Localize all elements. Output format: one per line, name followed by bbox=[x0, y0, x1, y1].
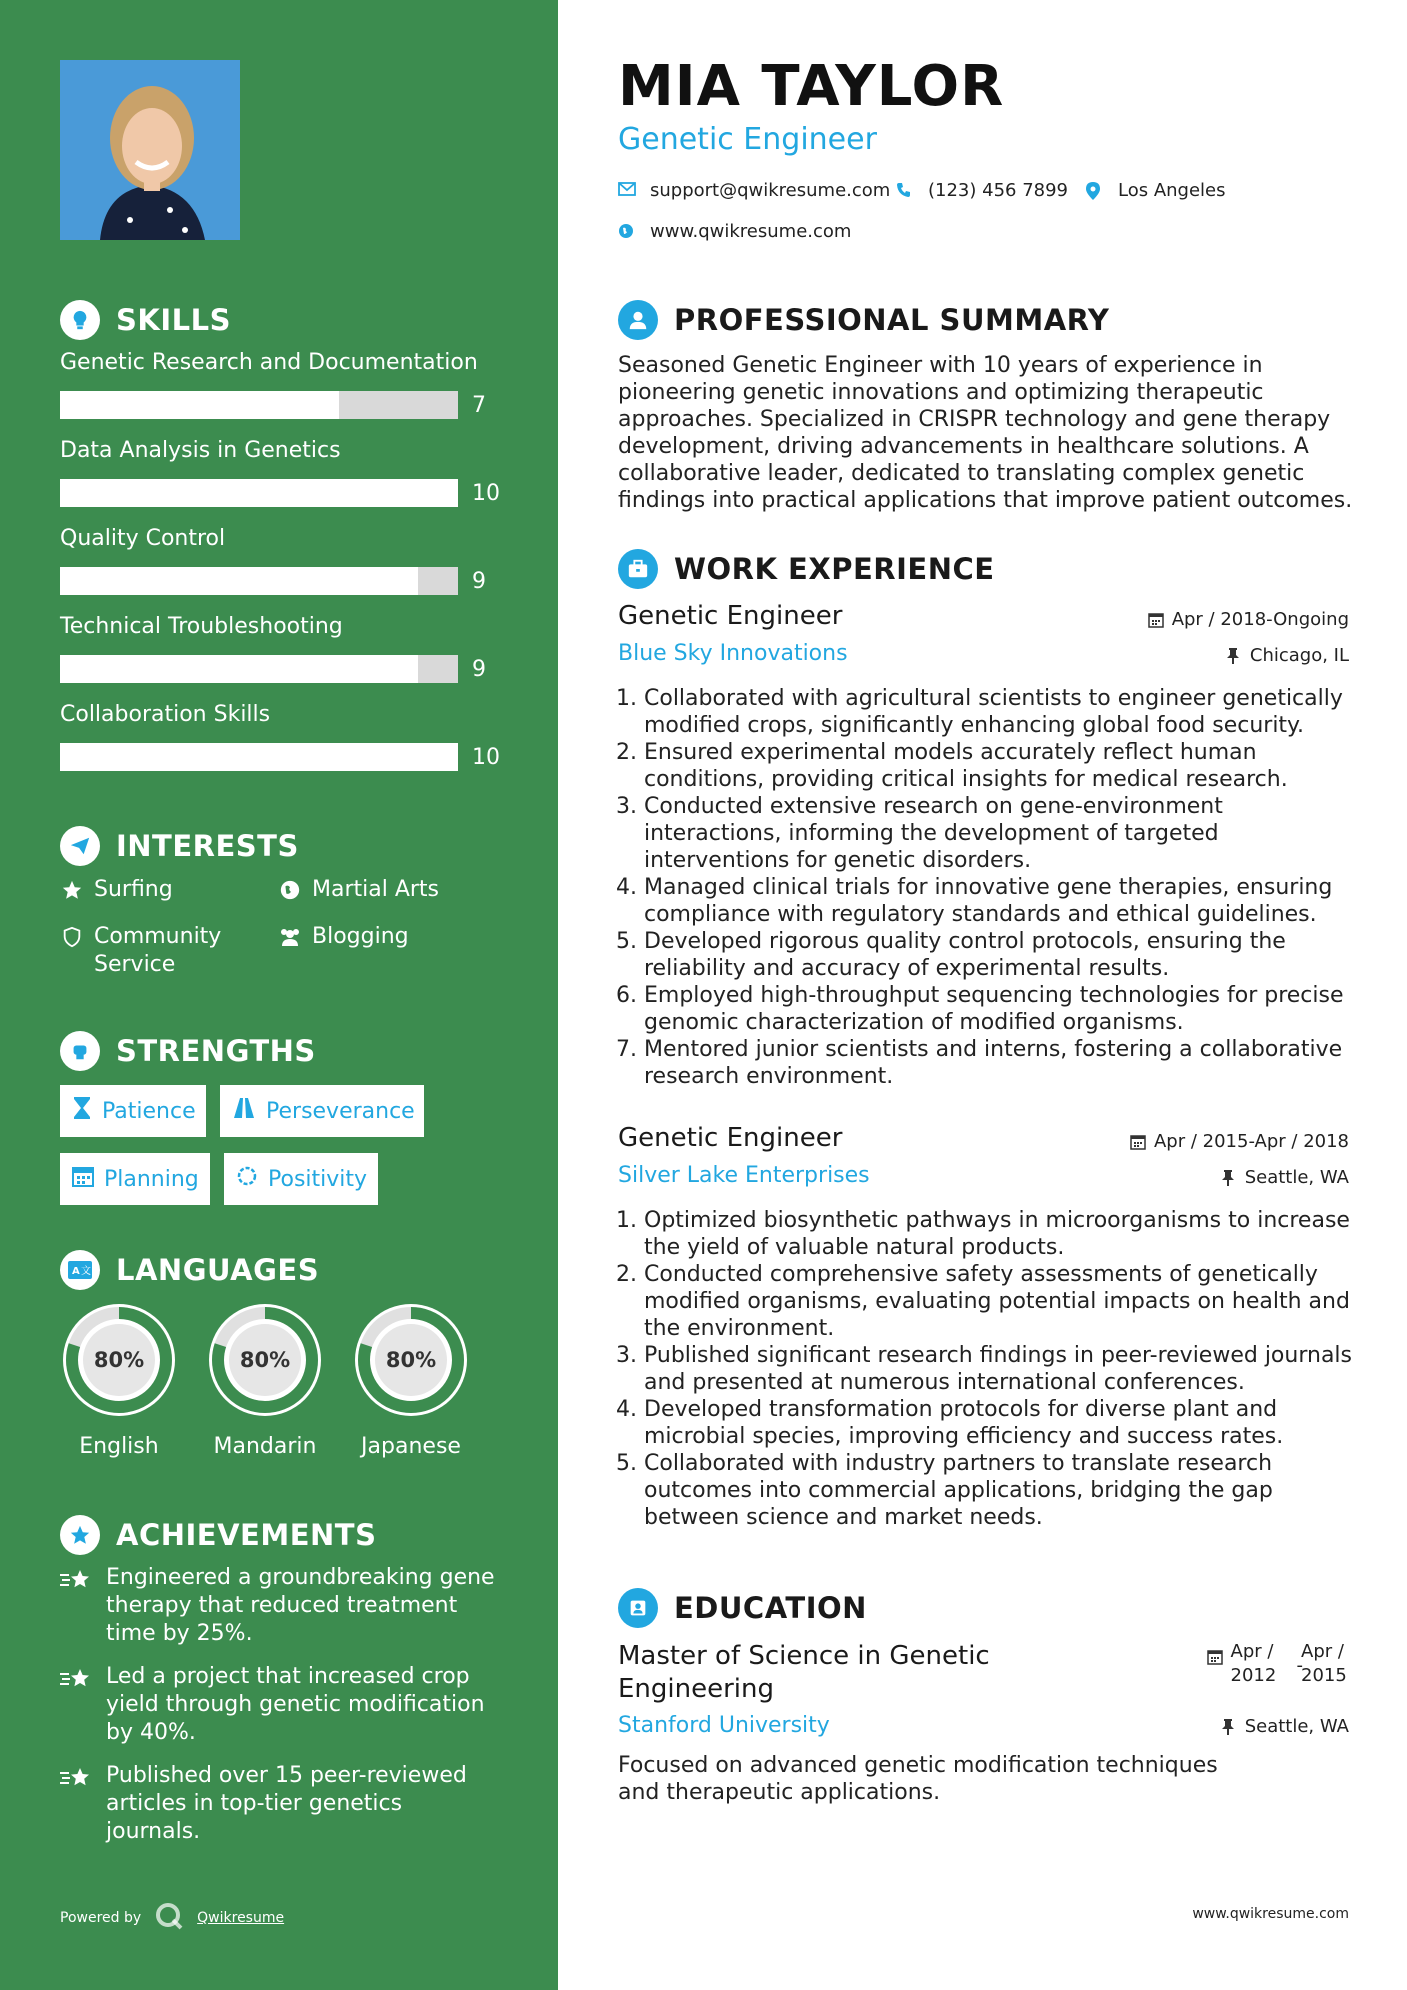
achievement-item: Published over 15 peer-reviewed articles in top-tier genetics journals. bbox=[60, 1762, 500, 1846]
powered-by: Powered by Qwikresume bbox=[60, 1902, 284, 1934]
graduation-icon bbox=[618, 1588, 658, 1628]
footer-website[interactable]: www.qwikresume.com bbox=[1192, 1906, 1349, 1922]
qwikresume-link[interactable]: Qwikresume bbox=[197, 1910, 285, 1926]
calendar-icon bbox=[1130, 1134, 1146, 1150]
skill-value: 9 bbox=[472, 657, 486, 682]
skill-bar bbox=[60, 655, 458, 683]
skill-bar bbox=[60, 743, 458, 771]
skill-value: 10 bbox=[472, 745, 500, 770]
strengths-heading: STRENGTHS bbox=[60, 1031, 316, 1071]
school-name: Stanford University bbox=[618, 1713, 830, 1738]
language-name: English bbox=[79, 1434, 159, 1459]
summary-text: Seasoned Genetic Engineer with 10 years of experience in pioneering genetic innovations and optimizing therapeutic approaches. Specialized in CRISPR technology and gene therapy development, driving advancements in healthcare solutions. A collaborative leader, dedicated to translating complex genetic findings into practical applications that improve patient outcomes. bbox=[618, 353, 1353, 513]
qwikresume-logo-icon bbox=[155, 1902, 183, 1934]
achievement-item: Engineered a groundbreaking gene therapy that reduced treatment time by 25%. bbox=[60, 1564, 500, 1648]
language-name: Japanese bbox=[361, 1434, 461, 1459]
fist-icon bbox=[60, 1031, 100, 1071]
globe-icon bbox=[278, 878, 302, 902]
job-bullets bbox=[618, 685, 1358, 1090]
svg-text:文: 文 bbox=[81, 1266, 91, 1277]
language-name: Mandarin bbox=[213, 1434, 317, 1459]
trophy-star-icon bbox=[60, 1515, 100, 1555]
map-pin-icon bbox=[1086, 182, 1104, 200]
list-item: 7. Mentored junior scientists and interns, fostering a collaborative research environment. bbox=[644, 1036, 1358, 1090]
email-link[interactable]: support@qwikresume.com bbox=[650, 180, 891, 201]
main-content bbox=[558, 0, 1407, 1990]
shield-icon bbox=[60, 925, 84, 949]
skill-name: Quality Control bbox=[60, 526, 226, 551]
website-link[interactable]: www.qwikresume.com bbox=[650, 221, 852, 242]
paper-plane-icon bbox=[60, 826, 100, 866]
education-dates: Apr / 2012 - Apr / 2015 bbox=[1207, 1640, 1350, 1688]
list-item: 3. Conducted extensive research on gene-environment interactions, informing the development of targeted interventions for genetic disorders. bbox=[644, 793, 1358, 874]
interest-item: Surfing bbox=[60, 876, 173, 904]
strength-chip: Positivity bbox=[224, 1153, 378, 1205]
list-item: 5. Developed rigorous quality control protocols, ensuring the reliability and accuracy of experimental results. bbox=[644, 928, 1358, 982]
interest-item: Community Service bbox=[60, 923, 230, 979]
candidate-name: MIA TAYLOR bbox=[618, 54, 1005, 119]
strength-chip: Perseverance bbox=[220, 1085, 424, 1137]
languages-heading: A 文 LANGUAGES bbox=[60, 1250, 319, 1290]
calendar-icon bbox=[72, 1165, 94, 1193]
skill-name: Data Analysis in Genetics bbox=[60, 438, 341, 463]
education-description: Focused on advanced genetic modification techniques and therapeutic applications. bbox=[618, 1753, 1218, 1805]
list-item: 2. Ensured experimental models accurately reflect human conditions, providing critical insights for medical research. bbox=[644, 739, 1358, 793]
skill-name: Technical Troubleshooting bbox=[60, 614, 343, 639]
contact-phone: (123) 456 7899 bbox=[896, 180, 1068, 201]
company-name: Blue Sky Innovations bbox=[618, 641, 848, 666]
list-item: 4. Developed transformation protocols for diverse plant and microbial species, improving efficiency and success rates. bbox=[644, 1396, 1358, 1450]
list-item: 1. Optimized biosynthetic pathways in microorganisms to increase the yield of valuable natural products. bbox=[644, 1207, 1358, 1261]
briefcase-icon bbox=[618, 549, 658, 589]
list-item: 1. Collaborated with agricultural scientists to engineer genetically modified crops, significantly enhancing global food security. bbox=[644, 685, 1358, 739]
job-title: Genetic Engineer bbox=[618, 601, 843, 631]
list-item: 3. Published significant research findings in peer-reviewed journals and presented at numerous international conferences. bbox=[644, 1342, 1358, 1396]
language-ring bbox=[58, 1299, 180, 1421]
contact-email bbox=[618, 180, 890, 201]
skill-value: 10 bbox=[472, 481, 500, 506]
strength-chip: Patience bbox=[60, 1085, 206, 1137]
education-location: Seattle, WA bbox=[1221, 1716, 1349, 1737]
globe-icon bbox=[618, 223, 636, 241]
list-item: 6. Employed high-throughput sequencing technologies for precise genomic characterization of modified organisms. bbox=[644, 982, 1358, 1036]
road-icon bbox=[232, 1097, 256, 1125]
degree-title: Master of Science in Genetic Engineering bbox=[618, 1641, 990, 1704]
achievement-item: Led a project that increased crop yield through genetic modification by 40%. bbox=[60, 1663, 500, 1747]
education-heading: EDUCATION bbox=[618, 1588, 867, 1628]
company-name: Silver Lake Enterprises bbox=[618, 1163, 870, 1188]
job-dates: Apr / 2018-Ongoing bbox=[1148, 609, 1349, 630]
job-location: Seattle, WA bbox=[1221, 1167, 1349, 1188]
job-location: Chicago, IL bbox=[1226, 645, 1349, 666]
pushpin-icon bbox=[1221, 1170, 1237, 1186]
language-percent: 80% bbox=[239, 1348, 291, 1372]
list-item: 4. Managed clinical trials for innovative gene therapies, ensuring compliance with regulatory standards and ethical guidelines. bbox=[644, 874, 1358, 928]
lightbulb-icon bbox=[60, 300, 100, 340]
user-icon bbox=[618, 300, 658, 340]
shooting-star-icon bbox=[60, 1766, 94, 1846]
summary-heading: PROFESSIONAL SUMMARY bbox=[618, 300, 1109, 340]
skill-name: Collaboration Skills bbox=[60, 702, 271, 727]
skill-value: 7 bbox=[472, 393, 486, 418]
job-bullets bbox=[618, 1207, 1358, 1531]
sun-icon bbox=[236, 1165, 258, 1193]
shooting-star-icon bbox=[60, 1667, 94, 1747]
skills-heading: SKILLS bbox=[60, 300, 231, 340]
language-percent: 80% bbox=[385, 1348, 437, 1372]
envelope-icon bbox=[618, 182, 636, 200]
language-ring bbox=[204, 1299, 326, 1421]
language-icon bbox=[60, 1250, 100, 1290]
phone-icon bbox=[896, 182, 914, 200]
skill-bar bbox=[60, 391, 458, 419]
contact-website bbox=[618, 221, 851, 242]
skill-name: Genetic Research and Documentation bbox=[60, 350, 478, 375]
list-item: 5. Collaborated with industry partners to translate research outcomes into commercial applications, bridging the gap between science and market needs. bbox=[644, 1450, 1358, 1531]
interest-item: Blogging bbox=[278, 923, 409, 951]
experience-heading: WORK EXPERIENCE bbox=[618, 549, 995, 589]
pushpin-icon bbox=[1226, 648, 1242, 664]
sidebar bbox=[0, 0, 558, 1990]
star-icon bbox=[60, 878, 84, 902]
language-ring bbox=[350, 1299, 472, 1421]
pushpin-icon bbox=[1221, 1719, 1237, 1735]
users-icon bbox=[278, 925, 302, 949]
calendar-icon bbox=[1148, 612, 1164, 628]
interest-item: Martial Arts bbox=[278, 876, 439, 904]
svg-text:A: A bbox=[72, 1266, 80, 1277]
language-percent: 80% bbox=[93, 1348, 145, 1372]
profile-photo bbox=[60, 60, 240, 240]
job-dates: Apr / 2015-Apr / 2018 bbox=[1130, 1131, 1349, 1152]
skill-bar bbox=[60, 567, 458, 595]
list-item: 2. Conducted comprehensive safety assessments of genetically modified organisms, evaluating potential impacts on health and the environment. bbox=[644, 1261, 1358, 1342]
skill-bar bbox=[60, 479, 458, 507]
candidate-role: Genetic Engineer bbox=[618, 122, 877, 157]
contact-location: Los Angeles bbox=[1086, 180, 1226, 201]
calendar-icon bbox=[1207, 1648, 1223, 1672]
strength-chip: Planning bbox=[60, 1153, 210, 1205]
hourglass-icon bbox=[72, 1096, 92, 1126]
interests-heading: INTERESTS bbox=[60, 826, 299, 866]
job-title: Genetic Engineer bbox=[618, 1123, 843, 1153]
skill-value: 9 bbox=[472, 569, 486, 594]
shooting-star-icon bbox=[60, 1568, 94, 1648]
achievements-heading: ACHIEVEMENTS bbox=[60, 1515, 376, 1555]
